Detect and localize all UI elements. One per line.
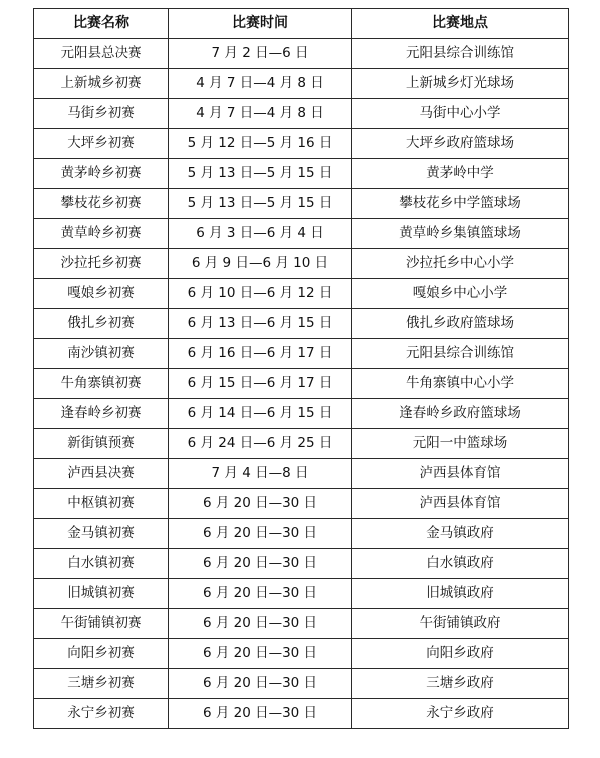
match-location-cell: 牛角寨镇中心小学 (352, 369, 569, 399)
match-location-cell: 泸西县体育馆 (352, 459, 569, 489)
match-location-cell: 午街铺镇政府 (352, 609, 569, 639)
match-time-cell: 6 月 24 日—6 月 25 日 (169, 429, 352, 459)
match-time-cell: 5 月 13 日—5 月 15 日 (169, 159, 352, 189)
table-row (34, 249, 569, 279)
match-time-cell: 4 月 7 日—4 月 8 日 (169, 99, 352, 129)
match-time-cell: 6 月 10 日—6 月 12 日 (169, 279, 352, 309)
table-row (34, 279, 569, 309)
table-row (34, 39, 569, 69)
match-name-cell: 黄茅岭乡初赛 (34, 159, 169, 189)
match-location-cell: 沙拉托乡中心小学 (352, 249, 569, 279)
match-location-cell: 永宁乡政府 (352, 699, 569, 729)
table-row (34, 399, 569, 429)
match-name-cell: 白水镇初赛 (34, 549, 169, 579)
table-row (34, 159, 569, 189)
column-header-name: 比赛名称 (34, 9, 169, 39)
match-time-cell: 6 月 20 日—30 日 (169, 639, 352, 669)
match-time-cell: 6 月 15 日—6 月 17 日 (169, 369, 352, 399)
match-name-cell: 大坪乡初赛 (34, 129, 169, 159)
table-row (34, 459, 569, 489)
match-name-cell: 俄扎乡初赛 (34, 309, 169, 339)
header-row (34, 9, 569, 39)
table-row (34, 189, 569, 219)
match-time-cell: 7 月 4 日—8 日 (169, 459, 352, 489)
match-time-cell: 7 月 2 日—6 日 (169, 39, 352, 69)
match-time-cell: 5 月 12 日—5 月 16 日 (169, 129, 352, 159)
match-location-cell: 泸西县体育馆 (352, 489, 569, 519)
match-location-cell: 攀枝花乡中学篮球场 (352, 189, 569, 219)
table-row (34, 99, 569, 129)
match-time-cell: 6 月 14 日—6 月 15 日 (169, 399, 352, 429)
match-location-cell: 俄扎乡政府篮球场 (352, 309, 569, 339)
match-time-cell: 6 月 20 日—30 日 (169, 549, 352, 579)
match-name-cell: 黄草岭乡初赛 (34, 219, 169, 249)
table-row (34, 639, 569, 669)
table-row (34, 429, 569, 459)
table-row (34, 609, 569, 639)
match-time-cell: 6 月 20 日—30 日 (169, 699, 352, 729)
match-time-cell: 6 月 3 日—6 月 4 日 (169, 219, 352, 249)
match-location-cell: 上新城乡灯光球场 (352, 69, 569, 99)
match-name-cell: 攀枝花乡初赛 (34, 189, 169, 219)
table-row (34, 669, 569, 699)
match-time-cell: 5 月 13 日—5 月 15 日 (169, 189, 352, 219)
match-time-cell: 6 月 20 日—30 日 (169, 489, 352, 519)
match-name-cell: 沙拉托乡初赛 (34, 249, 169, 279)
match-location-cell: 向阳乡政府 (352, 639, 569, 669)
match-time-cell: 6 月 20 日—30 日 (169, 579, 352, 609)
table-row (34, 69, 569, 99)
match-name-cell: 逢春岭乡初赛 (34, 399, 169, 429)
match-name-cell: 马街乡初赛 (34, 99, 169, 129)
match-name-cell: 南沙镇初赛 (34, 339, 169, 369)
table-row (34, 309, 569, 339)
match-name-cell: 新街镇预赛 (34, 429, 169, 459)
match-location-cell: 金马镇政府 (352, 519, 569, 549)
schedule-table (33, 8, 569, 729)
match-time-cell: 6 月 20 日—30 日 (169, 519, 352, 549)
match-name-cell: 中枢镇初赛 (34, 489, 169, 519)
match-location-cell: 元阳一中篮球场 (352, 429, 569, 459)
table-row (34, 339, 569, 369)
match-time-cell: 4 月 7 日—4 月 8 日 (169, 69, 352, 99)
table-row (34, 219, 569, 249)
table-row (34, 129, 569, 159)
table-row (34, 579, 569, 609)
match-name-cell: 泸西县决赛 (34, 459, 169, 489)
match-location-cell: 三塘乡政府 (352, 669, 569, 699)
match-time-cell: 6 月 13 日—6 月 15 日 (169, 309, 352, 339)
table-row (34, 699, 569, 729)
table-row (34, 549, 569, 579)
match-name-cell: 向阳乡初赛 (34, 639, 169, 669)
match-name-cell: 上新城乡初赛 (34, 69, 169, 99)
match-location-cell: 黄草岭乡集镇篮球场 (352, 219, 569, 249)
match-name-cell: 牛角寨镇初赛 (34, 369, 169, 399)
match-location-cell: 元阳县综合训练馆 (352, 339, 569, 369)
match-time-cell: 6 月 20 日—30 日 (169, 609, 352, 639)
match-location-cell: 大坪乡政府篮球场 (352, 129, 569, 159)
column-header-time: 比赛时间 (169, 9, 352, 39)
match-time-cell: 6 月 16 日—6 月 17 日 (169, 339, 352, 369)
match-location-cell: 马街中心小学 (352, 99, 569, 129)
table-row (34, 369, 569, 399)
match-location-cell: 旧城镇政府 (352, 579, 569, 609)
table-row (34, 519, 569, 549)
match-name-cell: 旧城镇初赛 (34, 579, 169, 609)
match-time-cell: 6 月 9 日—6 月 10 日 (169, 249, 352, 279)
match-location-cell: 黄茅岭中学 (352, 159, 569, 189)
table-body (34, 39, 569, 729)
match-location-cell: 白水镇政府 (352, 549, 569, 579)
match-name-cell: 金马镇初赛 (34, 519, 169, 549)
match-time-cell: 6 月 20 日—30 日 (169, 669, 352, 699)
match-location-cell: 逢春岭乡政府篮球场 (352, 399, 569, 429)
match-name-cell: 嘎娘乡初赛 (34, 279, 169, 309)
match-name-cell: 午街铺镇初赛 (34, 609, 169, 639)
match-location-cell: 嘎娘乡中心小学 (352, 279, 569, 309)
match-name-cell: 三塘乡初赛 (34, 669, 169, 699)
match-name-cell: 元阳县总决赛 (34, 39, 169, 69)
column-header-location: 比赛地点 (352, 9, 569, 39)
table-row (34, 489, 569, 519)
match-location-cell: 元阳县综合训练馆 (352, 39, 569, 69)
match-name-cell: 永宁乡初赛 (34, 699, 169, 729)
